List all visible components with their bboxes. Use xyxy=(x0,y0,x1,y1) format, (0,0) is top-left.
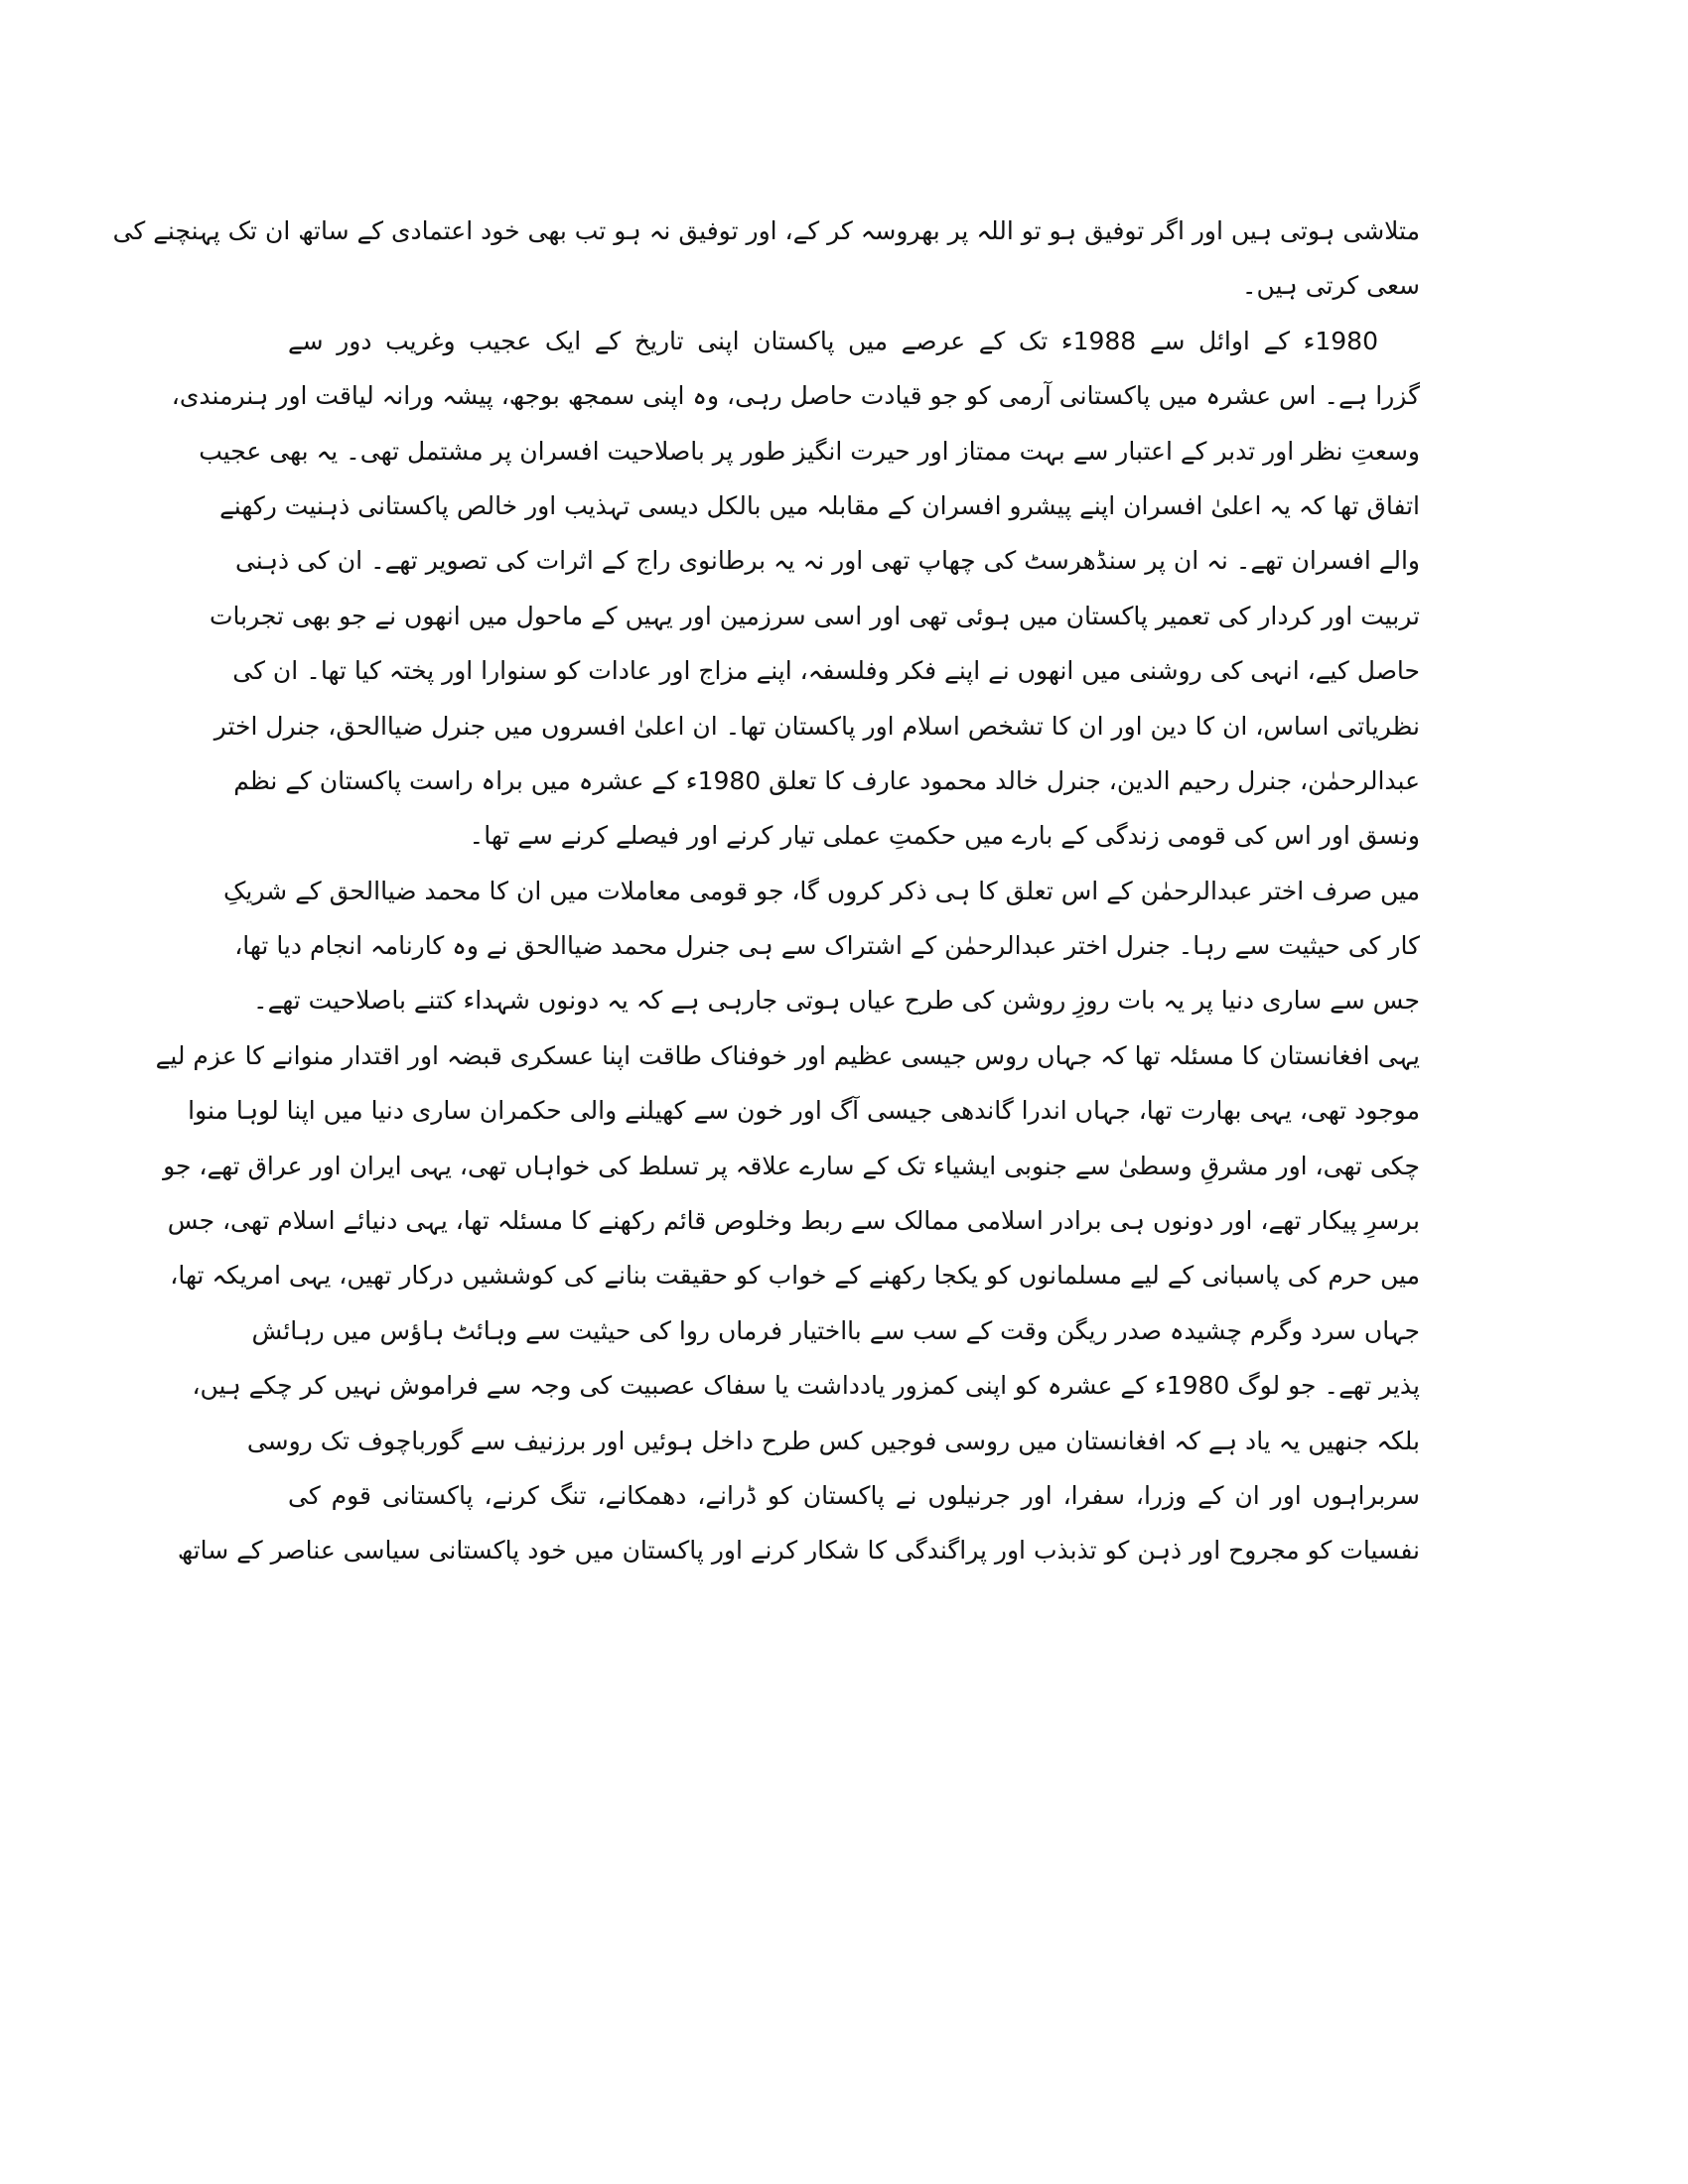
text-line: پذیر تھے۔ جو لوگ 1980ء کے عشرہ کو اپنی کمزور یادداشت یا سفاک عصبیت کی وجہ سے فراموش نہیں کر چکے ہیں، xyxy=(192,1371,1420,1401)
text-line: چکی تھی، اور مشرقِ وسطیٰ سے جنوبی ایشیاء تک کے سارے علاقہ پر تسلط کی خواہاں تھی، یہی ایران اور عراق تھے، جو xyxy=(163,1151,1420,1180)
text-line: عبدالرحمٰن، جنرل رحیم الدین، جنرل خالد محمود عارف کا تعلق 1980ء کے عشرہ میں براہ راست پاکستان کے نظم xyxy=(233,765,1420,795)
text-line: جہاں سرد وگرم چشیدہ صدر ریگن وقت کے سب سے بااختیار فرماں روا کی حیثیت سے وہائٹ ہاؤس میں رہائش xyxy=(251,1315,1420,1345)
paragraph-1 xyxy=(112,204,1420,314)
text-line: تربیت اور کردار کی تعمیر پاکستان میں ہوئی تھی اور اسی سرزمین اور یہیں کے ماحول میں انھوں نے جو بھی تجربات xyxy=(209,601,1420,630)
text-line: اتفاق تھا کہ یہ اعلیٰ افسران اپنے پیشرو افسران کے مقابلہ میں بالکل دیسی تہذیب اور خالص پاکستانی ذہنیت رکھنے xyxy=(219,490,1420,520)
text-line: بلکہ جنھیں یہ یاد ہے کہ افغانستان میں روسی فوجیں کس طرح داخل ہوئیں اور برزنیف سے گورباچوف تک روسی xyxy=(246,1426,1420,1455)
text-line: نفسیات کو مجروح اور ذہن کو تذبذب اور پراگندگی کا شکار کرنے اور پاکستان میں خود پاکستانی سیاسی عناصر کے ساتھ xyxy=(177,1536,1420,1566)
text-line: میں صرف اختر عبدالرحمٰن کے اس تعلق کا ہی ذکر کروں گا، جو قومی معاملات میں ان کا محمد ضیاالحق کے شریکِ xyxy=(223,876,1420,905)
text-line: سعی کرتی ہیں۔ xyxy=(1241,271,1420,301)
text-line: یہی افغانستان کا مسئلہ تھا کہ جہاں روس جیسی عظیم اور خوفناک طاقت اپنا عسکری قبضہ اور اقتدار منوانے کا عزم لیے xyxy=(155,1040,1420,1070)
text-line: وسعتِ نظر اور تدبر کے اعتبار سے بہت ممتاز اور حیرت انگیز طور پر باصلاحیت افسران پر مشتمل تھی۔ یہ بھی عجیب xyxy=(199,436,1420,466)
text-line: والے افسران تھے۔ نہ ان پر سنڈھرسٹ کی چھاپ تھی اور نہ یہ برطانوی راج کے اثرات کی تصویر تھے۔ ان کی ذہنی xyxy=(234,546,1420,576)
text-line: حاصل کیے، انہی کی روشنی میں انھوں نے اپنے فکر وفلسفہ، اپنے مزاج اور عادات کو سنوارا اور پختہ کیا تھا۔ ان کی xyxy=(232,656,1420,686)
text-line: 1980ء کے اوائل سے 1988ء تک کے عرصے میں پاکستان اپنی تاریخ کے ایک عجیب وغریب دور سے xyxy=(288,326,1378,355)
text-line: متلاشی ہوتی ہیں اور اگر توفیق ہو تو اللہ پر بھروسہ کر کے، اور توفیق نہ ہو تب بھی خود اعتمادی کے ساتھ ان تک پہنچنے کی xyxy=(112,216,1420,245)
text-line: موجود تھی، یہی بھارت تھا، جہاں اندرا گاندھی جیسی آگ اور خون سے کھیلنے والی حکمران ساری دنیا میں اپنا لوہا منوا xyxy=(188,1096,1420,1126)
text-line: سربراہوں اور ان کے وزرا، سفرا، اور جرنیلوں نے پاکستان کو ڈرانے، دھمکانے، تنگ کرنے، پاکستانی قوم کی xyxy=(288,1480,1420,1510)
text-line: جس سے ساری دنیا پر یہ بات روزِ روشن کی طرح عیاں ہوتی جارہی ہے کہ یہ دونوں شہداء کتنے باصلاحیت تھے۔ xyxy=(252,986,1420,1016)
body-text xyxy=(112,204,1420,1578)
text-line: کار کی حیثیت سے رہا۔ جنرل اختر عبدالرحمٰن کے اشتراک سے ہی جنرل محمد ضیاالحق نے وہ کارنامہ انجام دیا تھا، xyxy=(234,931,1420,961)
paragraph-3 xyxy=(155,864,1420,1578)
text-line: نظریاتی اساس، ان کا دین اور ان کا تشخص اسلام اور پاکستان تھا۔ ان اعلیٰ افسروں میں جنرل ضیاالحق، جنرل اختر xyxy=(213,711,1420,741)
text-line: ونسق اور اس کی قومی زندگی کے بارے میں حکمتِ عملی تیار کرنے اور فیصلے کرنے سے تھا۔ xyxy=(469,821,1420,851)
text-line: برسرِ پیکار تھے، اور دونوں ہی برادر اسلامی ممالک سے ربط وخلوص قائم رکھنے کا مسئلہ تھا، یہی دنیائے اسلام تھی، جس xyxy=(167,1206,1420,1236)
text-line: گزرا ہے۔ اس عشرہ میں پاکستانی آرمی کو جو قیادت حاصل رہی، وہ اپنی سمجھ بوجھ، پیشہ ورانہ لیاقت اور ہنرمندی، xyxy=(171,381,1420,411)
paragraph-2 xyxy=(171,314,1420,864)
text-line: میں حرم کی پاسبانی کے لیے مسلمانوں کو یکجا رکھنے کے خواب کو حقیقت بنانے کی کوششیں درکار تھیں، یہی امریکہ تھا، xyxy=(170,1261,1420,1291)
